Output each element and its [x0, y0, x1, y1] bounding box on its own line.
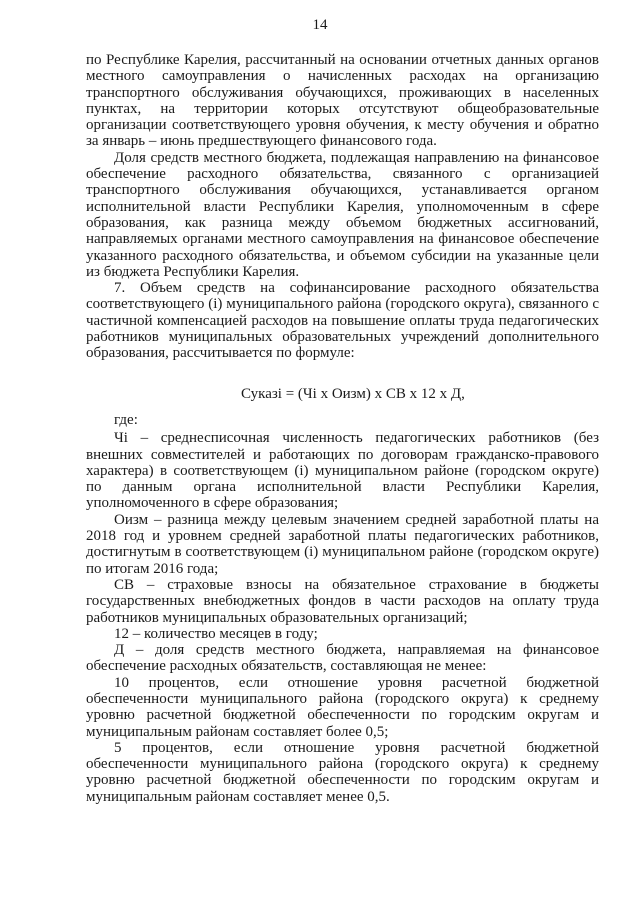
definition-chi: Чi – среднесписочная численность педагогических работников (без внешних совместителей и работающих по договорам гражданско-правового характера) в соответствующем (i) муниципальном районе (городском округе) по данным органа исполнительной власти Республики Карелия, уполномоченного в сфере образования;	[86, 430, 599, 512]
document-body	[86, 52, 599, 805]
paragraph-continuation: по Республике Карелия, рассчитанный на основании отчетных данных органов местного самоуправления о начисленных расходах на организацию транспортного обслуживания обучающихся, проживающих в населенных пунктах, на территории которых отсутствуют общеобразовательные организации соответствующего уровня обучения, к месту обучения и обратно за январь – июнь предшествующего финансового года.	[86, 52, 599, 150]
definition-months: 12 – количество месяцев в году;	[114, 625, 318, 642]
formula: Суказi = (Чi х Оизм) х СВ х 12 х Д,	[241, 385, 465, 402]
definition-5-percent: 5 процентов, если отношение уровня расчетной бюджетной обеспеченности муниципального района (городского округа) к среднему уровню расчетной бюджетной обеспеченности по городским округам и муниципальным районам составляет менее 0,5.	[86, 739, 599, 805]
paragraph-local-budget-share: Доля средств местного бюджета, подлежащая направлению на финансовое обеспечение расходного обязательства, связанного с организацией транспортного обслуживания обучающихся, устанавливается органом исполнительной власти Республики Карелия, уполномоченным в сфере образования, как разница между объемом бюджетных ассигнований, направляемых органами местного самоуправления на финансовое обеспечение указанного расходного обязательства, и объемом субсидии на указанные цели из бюджета Республики Карелия.	[86, 149, 599, 280]
definition-10-percent: 10 процентов, если отношение уровня расчетной бюджетной обеспеченности муниципального района (городского округа) к среднему уровню расчетной бюджетной обеспеченности по городским округам и муниципальным районам составляет более 0,5;	[86, 674, 599, 740]
paragraph-item-7: 7. Объем средств на софинансирование расходного обязательства соответствующего (i) муниципального района (городского округа), связанного с частичной компенсацией расходов на повышение оплаты труда педагогических работников муниципальных образовательных учреждений дополнительного образования, рассчитывается по формуле:	[86, 280, 599, 362]
definition-oizm: Оизм – разница между целевым значением средней заработной платы на 2018 год и уровнем средней заработной платы педагогических работников, достигнутым в соответствующем (i) муниципальном районе (городском округе) по итогам 2016 года;	[86, 511, 599, 577]
definition-d: Д – доля средств местного бюджета, направляемая на финансовое обеспечение расходных обязательств, составляющая не менее:	[86, 642, 599, 675]
where-label: где:	[114, 411, 138, 428]
page-number: 14	[312, 17, 328, 33]
definition-sv: СВ – страховые взносы на обязательное страхование в бюджеты государственных внебюджетных фондов в части расходов на оплату труда работников муниципальных образовательных организаций;	[86, 576, 599, 626]
